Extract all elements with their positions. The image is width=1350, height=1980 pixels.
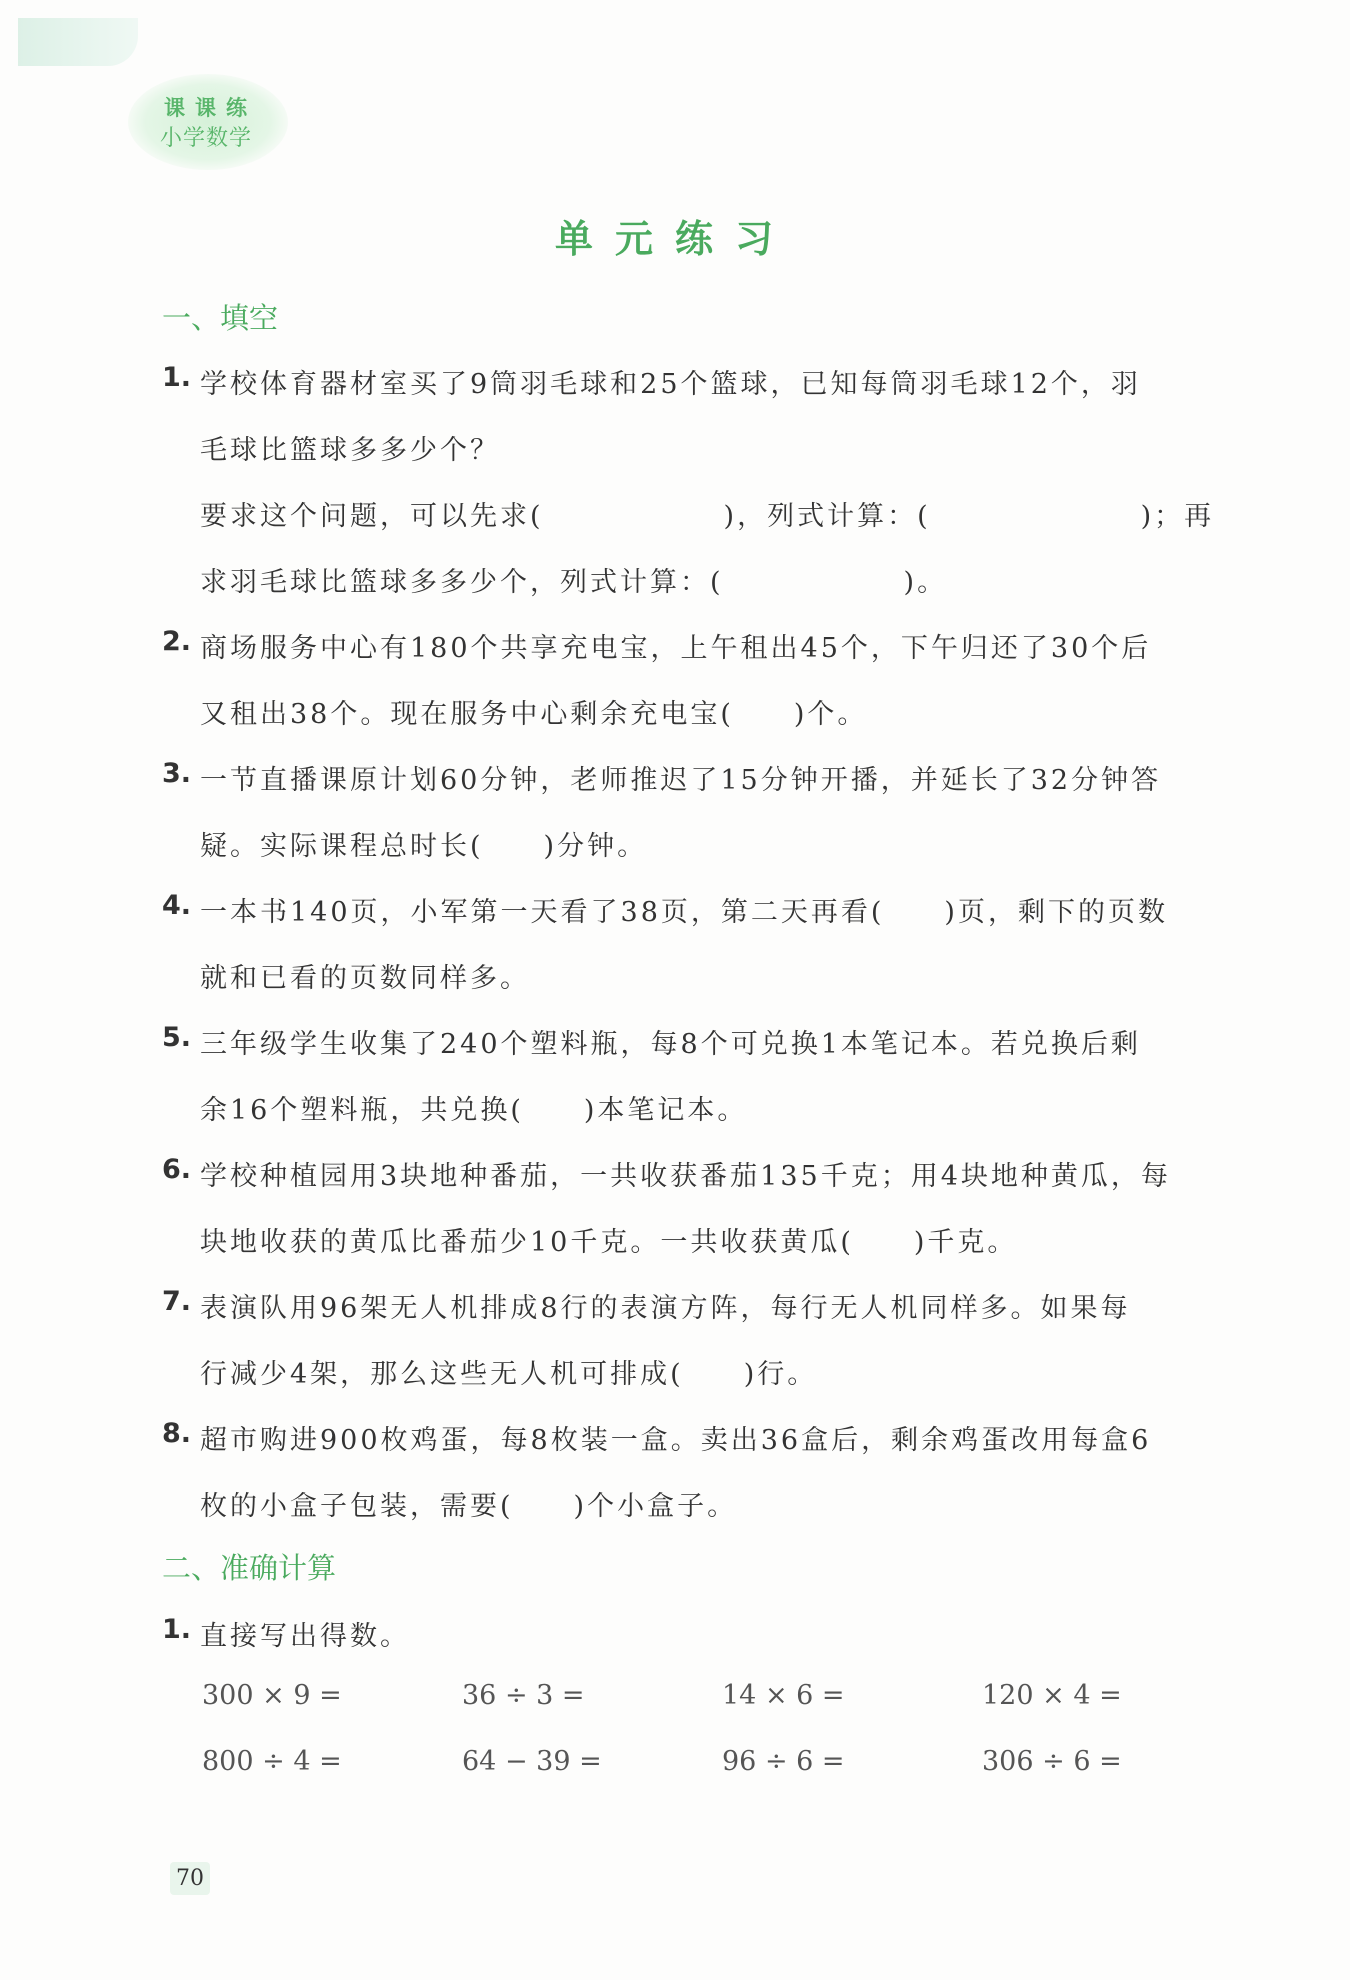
- question-line: 一本书140页，小军第一天看了38页，第二天再看( )页，剩下的页数: [200, 897, 1168, 928]
- page-number: 70: [170, 1862, 210, 1895]
- question-prompt: 直接写出得数。: [200, 1621, 410, 1652]
- question-number: 3.: [162, 758, 192, 789]
- question-line: 三年级学生收集了240个塑料瓶，每8个可兑换1本笔记本。若兑换后剩: [200, 1029, 1141, 1060]
- question-line: 求羽毛球比篮球多多少个，列式计算：( )。: [200, 567, 948, 598]
- question-line: 疑。实际课程总时长( )分钟。: [200, 831, 648, 862]
- calc-item: 300 × 9 =: [202, 1680, 342, 1711]
- question-line: 块地收获的黄瓜比番茄少10千克。一共收获黄瓜( )千克。: [200, 1227, 1018, 1258]
- question-line: 学校种植园用3块地种番茄，一共收获番茄135千克；用4块地种黄瓜，每: [200, 1161, 1171, 1192]
- question-number: 4.: [162, 890, 192, 921]
- calc-item: 14 × 6 =: [722, 1680, 845, 1711]
- brand-line1: 课课练: [164, 96, 257, 120]
- section-fill-blank: 一、填空: [162, 301, 279, 335]
- question-line: 行减少4架，那么这些无人机可排成( )行。: [200, 1359, 818, 1390]
- calc-item: 36 ÷ 3 =: [462, 1680, 585, 1711]
- question-line: 要求这个问题，可以先求( )，列式计算：( )；再: [200, 501, 1215, 532]
- question-number: 1.: [162, 1614, 192, 1645]
- calc-item: 306 ÷ 6 =: [982, 1746, 1122, 1777]
- question-number: 6.: [162, 1154, 192, 1185]
- question-line: 毛球比篮球多多少个？: [200, 435, 500, 466]
- brand-line2: 小学数学: [160, 126, 253, 151]
- question-number: 8.: [162, 1418, 192, 1449]
- question-line: 就和已看的页数同样多。: [200, 963, 530, 994]
- question-line: 表演队用96架无人机排成8行的表演方阵，每行无人机同样多。如果每: [200, 1293, 1131, 1324]
- section-calculation: 二、准确计算: [162, 1551, 337, 1585]
- question-line: 超市购进900枚鸡蛋，每8枚装一盒。卖出36盒后，剩余鸡蛋改用每盒6: [200, 1425, 1152, 1456]
- calc-item: 800 ÷ 4 =: [202, 1746, 342, 1777]
- question-line: 商场服务中心有180个共享充电宝，上午租出45个，下午归还了30个后: [200, 633, 1152, 664]
- calc-item: 64 − 39 =: [462, 1746, 602, 1777]
- corner-decoration: [18, 18, 138, 66]
- page-title: 单元练习: [554, 217, 795, 261]
- question-line: 学校体育器材室买了9筒羽毛球和25个篮球，已知每筒羽毛球12个，羽: [200, 369, 1141, 400]
- question-line: 一节直播课原计划60分钟，老师推迟了15分钟开播，并延长了32分钟答: [200, 765, 1162, 796]
- question-line: 余16个塑料瓶，共兑换( )本笔记本。: [200, 1095, 748, 1126]
- calc-item: 120 × 4 =: [982, 1680, 1122, 1711]
- question-number: 7.: [162, 1286, 192, 1317]
- question-line: 枚的小盒子包装，需要( )个小盒子。: [200, 1491, 738, 1522]
- question-number: 5.: [162, 1022, 192, 1053]
- brand-logo: [128, 74, 288, 170]
- calc-item: 96 ÷ 6 =: [722, 1746, 845, 1777]
- question-number: 1.: [162, 362, 192, 393]
- question-line: 又租出38个。现在服务中心剩余充电宝( )个。: [200, 699, 868, 730]
- question-number: 2.: [162, 626, 192, 657]
